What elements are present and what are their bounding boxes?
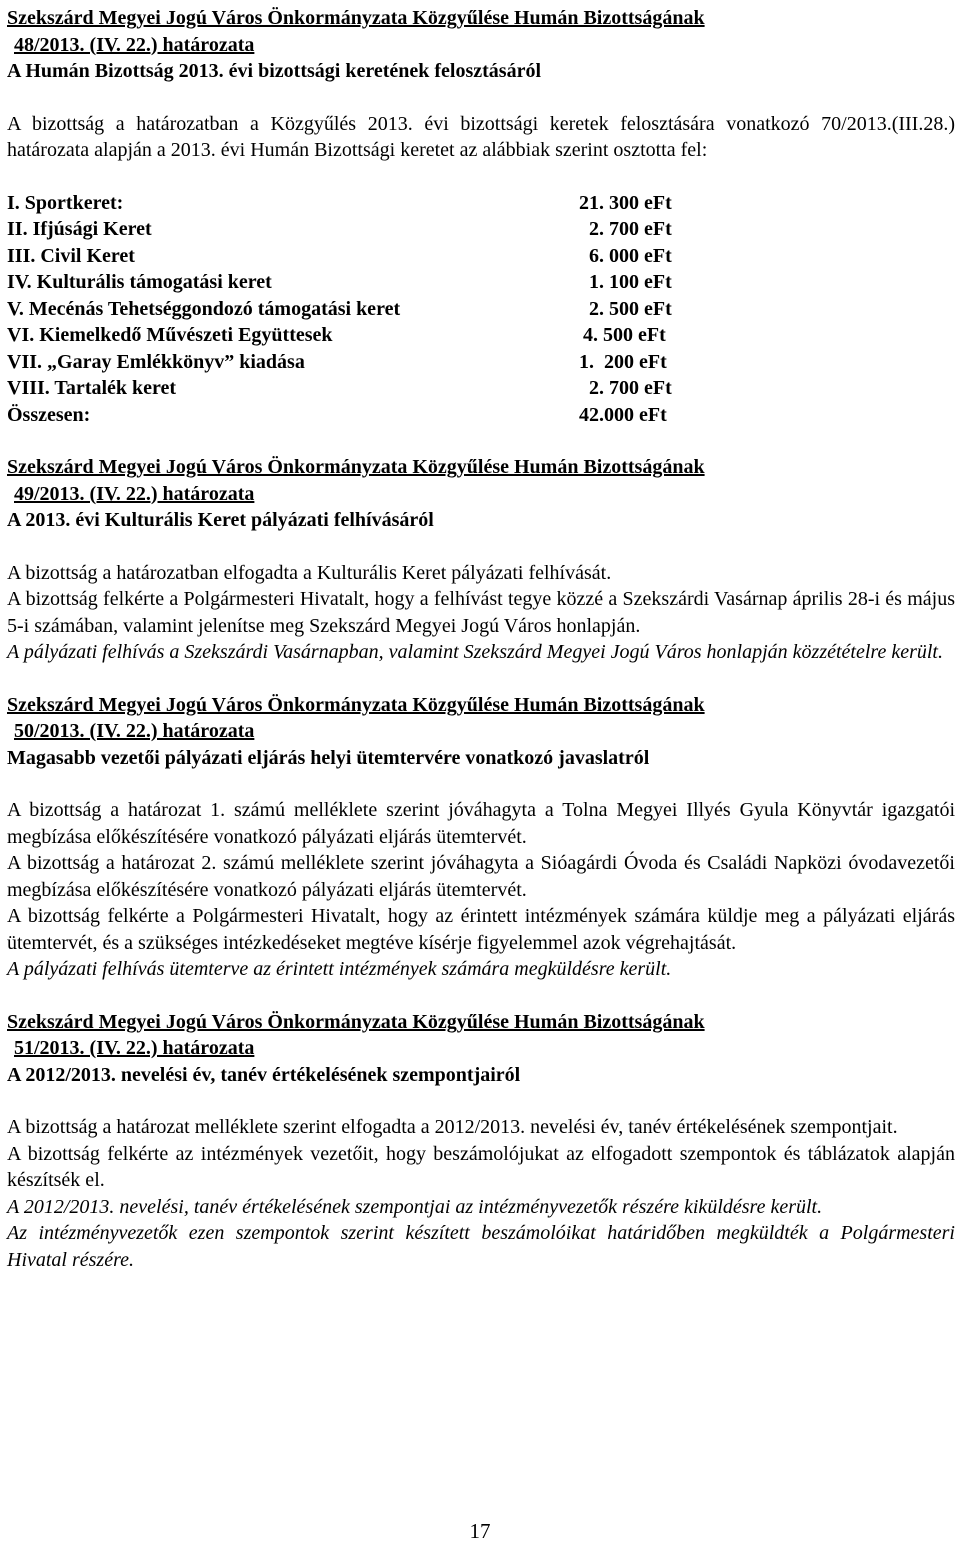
resolution-title: A Humán Bizottság 2013. évi bizottsági keretének felosztásáról <box>7 60 542 82</box>
resolution-header: Szekszárd Megyei Jogú Város Önkormányzata Közgyűlése Humán Bizottságának <box>7 7 705 29</box>
allocation-label: III. Civil Keret <box>7 244 135 267</box>
table-row <box>7 402 672 429</box>
resolution-intro: A bizottság a határozatban a Közgyűlés 2013. évi bizottsági keretek felosztására vonatkozó 70/2013.(III.28.) határozata alapján a 2013. évi Humán Bizottsági keretet az alábbiak szerint osztotta fel: <box>7 112 955 161</box>
allocation-label: VIII. Tartalék keret <box>7 377 177 399</box>
allocation-label: II. Ifjúsági Keret <box>7 218 152 240</box>
resolution-header: Szekszárd Megyei Jogú Város Önkormányzata Közgyűlése Humán Bizottságának <box>7 693 705 716</box>
table-row <box>7 322 672 349</box>
resolution-header: Szekszárd Megyei Jogú Város Önkormányzata Közgyűlése Humán Bizottságának <box>7 456 705 478</box>
page-number: 17 <box>469 1519 491 1543</box>
resolution-header: Szekszárd Megyei Jogú Város Önkormányzata Közgyűlése Humán Bizottságának <box>7 1010 705 1033</box>
allocation-label: VII. „Garay Emlékkönyv” kiadása <box>7 350 305 373</box>
document-page <box>7 5 955 1273</box>
table-row <box>7 243 672 270</box>
allocation-amount: 1. 100 eFt <box>589 271 672 293</box>
resolution-note: Az intézményvezetők ezen szempontok szerint készített beszámolóikat határidőben megküldték a Polgármesteri Hivatal részére. <box>7 1222 955 1271</box>
resolution-48 <box>7 5 955 428</box>
resolution-paragraph: A bizottság felkérte a Polgármesteri Hivatalt, hogy az érintett intézmények számára küldje meg a pályázati eljárás ütemtervét, és a szükséges intézkedéseket megtéve kísérje figyelemmel azok végrehajtását. <box>7 905 955 954</box>
resolution-50 <box>7 692 955 983</box>
allocation-label: VI. Kiemelkedő Művészeti Együttesek <box>7 324 333 346</box>
resolution-49 <box>7 454 955 666</box>
table-row <box>7 349 672 376</box>
resolution-paragraph: A bizottság felkérte az intézmények vezetőit, hogy beszámolójukat az elfogadott szempontok és táblázatok alapján készítsék el. <box>7 1142 955 1191</box>
resolution-note: A pályázati felhívás ütemterve az érintett intézmények számára megküldésre került. <box>7 958 672 980</box>
resolution-note: A 2012/2013. nevelési, tanév értékelésének szempontjai az intézményvezetők részére kiküldésre került. <box>7 1195 823 1218</box>
resolution-number: 51/2013. (IV. 22.) határozata <box>14 1037 255 1059</box>
resolution-title: A 2012/2013. nevelési év, tanév értékelésének szempontjairól <box>7 1063 521 1086</box>
table-row <box>7 296 672 323</box>
allocation-amount: 21. 300 eFt <box>579 191 672 214</box>
allocation-table <box>7 190 672 429</box>
resolution-title: A 2013. évi Kulturális Keret pályázati felhívásáról <box>7 509 434 531</box>
resolution-number: 48/2013. (IV. 22.) határozata <box>14 33 255 56</box>
allocation-amount: 2. 700 eFt <box>589 377 672 399</box>
table-row <box>7 269 672 296</box>
table-row <box>7 190 672 217</box>
resolution-51 <box>7 1009 955 1274</box>
allocation-amount: 4. 500 eFt <box>583 324 666 346</box>
table-row <box>7 216 672 243</box>
resolution-number: 49/2013. (IV. 22.) határozata <box>14 482 255 505</box>
allocation-label: I. Sportkeret: <box>7 191 124 214</box>
allocation-total-amount: 42.000 eFt <box>579 403 667 426</box>
allocation-amount: 1. 200 eFt <box>579 350 667 373</box>
resolution-paragraph: A bizottság a határozatban elfogadta a Kulturális Keret pályázati felhívását. <box>7 561 612 584</box>
allocation-amount: 2. 700 eFt <box>589 218 672 240</box>
allocation-label: IV. Kulturális támogatási keret <box>7 271 272 293</box>
table-row <box>7 375 672 402</box>
resolution-note: A pályázati felhívás a Szekszárdi Vasárnapban, valamint Szekszárd Megyei Jogú Város honlapján közzétételre került. <box>7 641 943 663</box>
allocation-amount: 6. 000 eFt <box>589 244 672 267</box>
resolution-paragraph: A bizottság a határozat 1. számú melléklete szerint jóváhagyta a Tolna Megyei Illyés Gyula Könyvtár igazgatói megbízása előkészítésére vonatkozó pályázati eljárás ütemtervét. <box>7 799 955 848</box>
resolution-number: 50/2013. (IV. 22.) határozata <box>14 720 255 742</box>
allocation-amount: 2. 500 eFt <box>589 297 672 320</box>
resolution-title: Magasabb vezetői pályázati eljárás helyi ütemtervére vonatkozó javaslatról <box>7 746 650 769</box>
resolution-paragraph: A bizottság felkérte a Polgármesteri Hivatalt, hogy a felhívást tegye közzé a Szekszárdi Vasárnap április 28-i és május 5-i számában, valamint jelenítse meg Szekszárd Megyei Jogú Város honlapján. <box>7 588 955 637</box>
resolution-paragraph: A bizottság a határozat melléklete szerint elfogadta a 2012/2013. nevelési év, tanév értékelésének szempontjait. <box>7 1116 898 1138</box>
allocation-label: V. Mecénás Tehetséggondozó támogatási keret <box>7 297 401 320</box>
resolution-paragraph: A bizottság a határozat 2. számú melléklete szerint jóváhagyta a Sióagárdi Óvoda és Családi Napközi óvodavezetői megbízása előkészítésére vonatkozó pályázati eljárás ütemtervét. <box>7 852 955 901</box>
allocation-total-label: Összesen: <box>7 403 91 426</box>
